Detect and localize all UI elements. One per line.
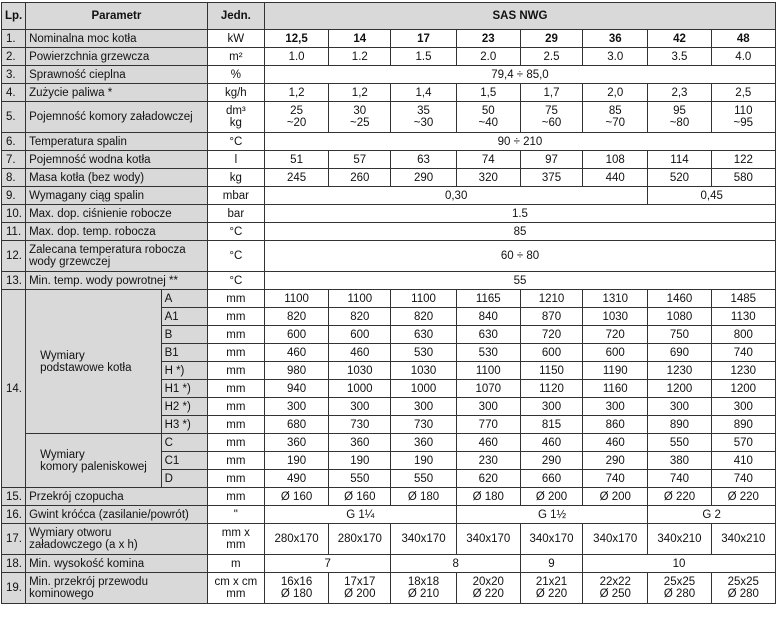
- row-unit: mm: [207, 488, 264, 506]
- row-value-span: G 2: [648, 506, 776, 524]
- row-value: 720: [583, 326, 648, 344]
- row-number: 3.: [2, 66, 26, 84]
- row-value: 550: [329, 470, 391, 488]
- row-value: 1150: [520, 362, 582, 380]
- row-unit: °C: [207, 133, 264, 151]
- row-value: 42: [648, 30, 711, 48]
- row-value: 620: [456, 470, 520, 488]
- table-row: [2, 205, 776, 223]
- row-value: 530: [456, 344, 520, 362]
- row-value: 740: [648, 470, 711, 488]
- row-unit: %: [207, 66, 264, 84]
- row-unit: cm x cm mm: [207, 573, 264, 604]
- row-value: 1310: [583, 290, 648, 308]
- row-value: 1.0: [264, 48, 328, 66]
- row-value: 740: [711, 344, 775, 362]
- dim-key: D: [161, 470, 207, 488]
- row-unit: mm: [207, 344, 264, 362]
- row-value: 1200: [648, 380, 711, 398]
- row-value-span: 10: [583, 555, 776, 573]
- row-value: Ø 180: [456, 488, 520, 506]
- row-value: 460: [456, 434, 520, 452]
- row-value: Ø 180: [391, 488, 456, 506]
- row-value: 48: [711, 30, 775, 48]
- row-value: 16x16 Ø 180: [264, 573, 328, 604]
- row-value: 22x22 Ø 250: [583, 573, 648, 604]
- row-value: 750: [648, 326, 711, 344]
- table-row: [2, 66, 776, 84]
- row-number: 11.: [2, 223, 26, 241]
- row-value-span: G 1¼: [264, 506, 456, 524]
- row-parameter: Zalecana temperatura robocza wody grzewczej: [26, 241, 208, 272]
- row-value: 1460: [648, 290, 711, 308]
- row-unit: mm: [207, 290, 264, 308]
- row-number: 14.: [2, 290, 26, 488]
- row-value: 1165: [456, 290, 520, 308]
- row-value: 530: [391, 344, 456, 362]
- row-unit: mbar: [207, 187, 264, 205]
- row-value: 63: [391, 151, 456, 169]
- row-value: 300: [391, 398, 456, 416]
- row-value: 860: [583, 416, 648, 434]
- row-number: 4.: [2, 84, 26, 102]
- row-parameter: Min. wysokość komina: [26, 555, 208, 573]
- row-value: 190: [329, 452, 391, 470]
- row-parameter: Temperatura spalin: [26, 133, 208, 151]
- row-value: 17x17 Ø 200: [329, 573, 391, 604]
- row-value: 1070: [456, 380, 520, 398]
- row-value: 1000: [391, 380, 456, 398]
- row-value: 380: [648, 452, 711, 470]
- row-value: 280x170: [264, 524, 328, 555]
- row-value: 800: [711, 326, 775, 344]
- row-parameter: Powierzchnia grzewcza: [26, 48, 208, 66]
- row-value: 600: [329, 326, 391, 344]
- row-value: 1100: [391, 290, 456, 308]
- table-row: [2, 48, 776, 66]
- row-value: 300: [711, 398, 775, 416]
- row-number: 8.: [2, 169, 26, 187]
- row-unit: kW: [207, 30, 264, 48]
- row-value: 360: [329, 434, 391, 452]
- row-value: 4.0: [711, 48, 775, 66]
- row-value: 1030: [391, 362, 456, 380]
- row-value: 12,5: [264, 30, 328, 48]
- table-row: [2, 434, 776, 452]
- row-value: 550: [648, 434, 711, 452]
- row-value: 815: [520, 416, 582, 434]
- row-value: 1120: [520, 380, 582, 398]
- row-value: 114: [648, 151, 711, 169]
- row-value: 260: [329, 169, 391, 187]
- header-row: [2, 3, 776, 30]
- row-value: 1080: [648, 308, 711, 326]
- row-value-span: 55: [264, 272, 775, 290]
- row-number: 9.: [2, 187, 26, 205]
- row-value: 17: [391, 30, 456, 48]
- row-value: 1,2: [329, 84, 391, 102]
- row-unit: °C: [207, 241, 264, 272]
- row-parameter: Max. dop. temp. robocza: [26, 223, 208, 241]
- row-value: 25x25 Ø 280: [648, 573, 711, 604]
- row-value: 280x170: [329, 524, 391, 555]
- row-value: Ø 220: [648, 488, 711, 506]
- row-value: 2,0: [583, 84, 648, 102]
- row-value: 95 ~80: [648, 102, 711, 133]
- row-unit: mm x mm: [207, 524, 264, 555]
- header-model: SAS NWG: [264, 3, 775, 30]
- row-value: 20x20 Ø 220: [456, 573, 520, 604]
- row-value: 1,5: [456, 84, 520, 102]
- dim-key: H1 *): [161, 380, 207, 398]
- row-value: 1100: [329, 290, 391, 308]
- table-row: [2, 30, 776, 48]
- row-value-span: G 1½: [456, 506, 648, 524]
- row-value: 410: [711, 452, 775, 470]
- row-value: 1230: [711, 362, 775, 380]
- row-value: 1000: [329, 380, 391, 398]
- row-parameter: Max. dop. ciśnienie robocze: [26, 205, 208, 223]
- row-value: 1030: [583, 308, 648, 326]
- row-value: 1210: [520, 290, 582, 308]
- row-unit: kg: [207, 169, 264, 187]
- row-value: 770: [456, 416, 520, 434]
- row-parameter: Pojemność komory załadowczej: [26, 102, 208, 133]
- row-value-span: 79,4 ÷ 85,0: [264, 66, 775, 84]
- row-value: 1230: [648, 362, 711, 380]
- row-unit: m²: [207, 48, 264, 66]
- row-value: 1190: [583, 362, 648, 380]
- row-value-span: 8: [391, 555, 520, 573]
- row-value: Ø 160: [329, 488, 391, 506]
- row-value: 340x170: [456, 524, 520, 555]
- row-number: 16.: [2, 506, 26, 524]
- dim-key: B: [161, 326, 207, 344]
- row-value: Ø 200: [520, 488, 582, 506]
- row-value: Ø 220: [711, 488, 775, 506]
- row-number: 5.: [2, 102, 26, 133]
- row-value: 360: [264, 434, 328, 452]
- table-row: [2, 272, 776, 290]
- row-unit: mm: [207, 434, 264, 452]
- row-number: 15.: [2, 488, 26, 506]
- row-value: 820: [329, 308, 391, 326]
- row-value: 340x210: [711, 524, 775, 555]
- row-value: 75 ~60: [520, 102, 582, 133]
- row-unit: kg/h: [207, 84, 264, 102]
- row-value-span: 60 ÷ 80: [264, 241, 775, 272]
- table-row: [2, 169, 776, 187]
- row-parameter: Wymiary otworu załadowczego (a x h): [26, 524, 208, 555]
- dim-key: C: [161, 434, 207, 452]
- row-value: 57: [329, 151, 391, 169]
- row-value: 2,3: [648, 84, 711, 102]
- row-value: 460: [264, 344, 328, 362]
- row-number: 19.: [2, 573, 26, 604]
- row-value: 190: [391, 452, 456, 470]
- row-value: 460: [583, 434, 648, 452]
- row-value: 14: [329, 30, 391, 48]
- row-value: 21x21 Ø 220: [520, 573, 582, 604]
- row-value: 730: [391, 416, 456, 434]
- row-value-span: 0,45: [648, 187, 776, 205]
- row-value: 36: [583, 30, 648, 48]
- row-value: 97: [520, 151, 582, 169]
- dim-key: A: [161, 290, 207, 308]
- row-value: 122: [711, 151, 775, 169]
- table-body: [2, 30, 776, 604]
- table-row: [2, 151, 776, 169]
- row-value: 108: [583, 151, 648, 169]
- row-value-span: 90 ÷ 210: [264, 133, 775, 151]
- row-value: 300: [456, 398, 520, 416]
- row-parameter: Gwint króćca (zasilanie/powrót): [26, 506, 208, 524]
- row-parameter: Przekrój czopucha: [26, 488, 208, 506]
- header-lp: Lp.: [2, 3, 26, 30]
- row-unit: °C: [207, 272, 264, 290]
- dim-key: A1: [161, 308, 207, 326]
- row-value: 740: [583, 470, 648, 488]
- row-value: 460: [520, 434, 582, 452]
- row-number: 18.: [2, 555, 26, 573]
- row-value: 290: [583, 452, 648, 470]
- row-value: 1,2: [264, 84, 328, 102]
- row-parameter: Wymagany ciąg spalin: [26, 187, 208, 205]
- table-row: [2, 133, 776, 151]
- row-value: 340x210: [648, 524, 711, 555]
- row-value: 1200: [711, 380, 775, 398]
- row-value: 2.0: [456, 48, 520, 66]
- dims-group-label: Wymiary komory paleniskowej: [26, 434, 162, 488]
- row-value: 230: [456, 452, 520, 470]
- row-unit: mm: [207, 308, 264, 326]
- row-value: 1.2: [329, 48, 391, 66]
- row-value: 870: [520, 308, 582, 326]
- row-number: 2.: [2, 48, 26, 66]
- row-value: 340x170: [391, 524, 456, 555]
- row-value: 730: [329, 416, 391, 434]
- row-unit: bar: [207, 205, 264, 223]
- table-row: [2, 102, 776, 133]
- row-unit: mm: [207, 398, 264, 416]
- table-row: [2, 506, 776, 524]
- row-value: 1,4: [391, 84, 456, 102]
- row-value: 23: [456, 30, 520, 48]
- row-value: 580: [711, 169, 775, 187]
- row-value: 375: [520, 169, 582, 187]
- row-unit: mm: [207, 326, 264, 344]
- row-value: 720: [520, 326, 582, 344]
- row-value: 1485: [711, 290, 775, 308]
- row-unit: mm: [207, 470, 264, 488]
- row-value: 1100: [456, 362, 520, 380]
- row-unit: m: [207, 555, 264, 573]
- row-value: 30 ~25: [329, 102, 391, 133]
- row-value: 690: [648, 344, 711, 362]
- row-value: 3.5: [648, 48, 711, 66]
- dims-group-label: Wymiary podstawowe kotła: [26, 290, 162, 434]
- row-unit: ": [207, 506, 264, 524]
- row-value: 3.0: [583, 48, 648, 66]
- row-value: 600: [583, 344, 648, 362]
- row-value: 1160: [583, 380, 648, 398]
- row-parameter: Sprawność cieplna: [26, 66, 208, 84]
- row-unit: mm: [207, 380, 264, 398]
- row-value: 340x170: [520, 524, 582, 555]
- row-value: 190: [264, 452, 328, 470]
- row-number: 1.: [2, 30, 26, 48]
- row-value: 680: [264, 416, 328, 434]
- row-parameter: Min. przekrój przewodu kominowego: [26, 573, 208, 604]
- row-value: 890: [648, 416, 711, 434]
- row-value: 290: [520, 452, 582, 470]
- row-value: 550: [391, 470, 456, 488]
- row-number: 12.: [2, 241, 26, 272]
- row-value: 940: [264, 380, 328, 398]
- row-value: 660: [520, 470, 582, 488]
- table-row: [2, 573, 776, 604]
- table-row: [2, 290, 776, 308]
- row-value: 600: [520, 344, 582, 362]
- table-row: [2, 223, 776, 241]
- row-value: 360: [391, 434, 456, 452]
- row-value: 300: [648, 398, 711, 416]
- row-value: 29: [520, 30, 582, 48]
- row-value: 245: [264, 169, 328, 187]
- row-unit: l: [207, 151, 264, 169]
- row-value: 630: [456, 326, 520, 344]
- row-value: 980: [264, 362, 328, 380]
- row-value: 18x18 Ø 210: [391, 573, 456, 604]
- row-value: 290: [391, 169, 456, 187]
- row-value: 490: [264, 470, 328, 488]
- row-number: 6.: [2, 133, 26, 151]
- row-value: 820: [264, 308, 328, 326]
- row-parameter: Min. temp. wody powrotnej **: [26, 272, 208, 290]
- table-row: [2, 488, 776, 506]
- header-param: Parametr: [26, 3, 208, 30]
- row-value: 460: [329, 344, 391, 362]
- row-value: 74: [456, 151, 520, 169]
- row-value-span: 1.5: [264, 205, 775, 223]
- row-value: 630: [391, 326, 456, 344]
- row-value-span: 9: [520, 555, 582, 573]
- row-value: Ø 200: [583, 488, 648, 506]
- row-unit: mm: [207, 452, 264, 470]
- row-value: 840: [456, 308, 520, 326]
- row-value: 440: [583, 169, 648, 187]
- row-value: 50 ~40: [456, 102, 520, 133]
- row-unit: mm: [207, 416, 264, 434]
- row-value: 2.5: [520, 48, 582, 66]
- row-parameter: Pojemność wodna kotła: [26, 151, 208, 169]
- row-value: 1030: [329, 362, 391, 380]
- dim-key: H3 *): [161, 416, 207, 434]
- row-unit: °C: [207, 223, 264, 241]
- row-value: 300: [520, 398, 582, 416]
- row-value: 1100: [264, 290, 328, 308]
- dim-key: H *): [161, 362, 207, 380]
- row-number: 7.: [2, 151, 26, 169]
- row-value-span: 7: [264, 555, 390, 573]
- row-value: 110 ~95: [711, 102, 775, 133]
- row-parameter: Zużycie paliwa *: [26, 84, 208, 102]
- row-parameter: Masa kotła (bez wody): [26, 169, 208, 187]
- table-row: [2, 555, 776, 573]
- row-value: 570: [711, 434, 775, 452]
- row-unit: mm: [207, 362, 264, 380]
- row-value: 35 ~30: [391, 102, 456, 133]
- header-unit: Jedn.: [207, 3, 264, 30]
- row-value: Ø 160: [264, 488, 328, 506]
- table-row: [2, 524, 776, 555]
- table-row: [2, 241, 776, 272]
- dim-key: B1: [161, 344, 207, 362]
- row-parameter: Nominalna moc kotła: [26, 30, 208, 48]
- row-number: 13.: [2, 272, 26, 290]
- row-value: 820: [391, 308, 456, 326]
- row-value: 740: [711, 470, 775, 488]
- row-value: 25 ~20: [264, 102, 328, 133]
- row-value: 25x25 Ø 280: [711, 573, 775, 604]
- row-value-span: 0,30: [264, 187, 647, 205]
- row-value: 1130: [711, 308, 775, 326]
- row-number: 17.: [2, 524, 26, 555]
- row-value: 1,7: [520, 84, 582, 102]
- row-value: 300: [329, 398, 391, 416]
- row-value: 300: [264, 398, 328, 416]
- row-value: 85 ~70: [583, 102, 648, 133]
- table-row: [2, 187, 776, 205]
- table-row: [2, 84, 776, 102]
- row-value: 300: [583, 398, 648, 416]
- row-value: 890: [711, 416, 775, 434]
- dim-key: H2 *): [161, 398, 207, 416]
- row-unit: dm³ kg: [207, 102, 264, 133]
- row-value: 1.5: [391, 48, 456, 66]
- row-value: 51: [264, 151, 328, 169]
- row-value: 2,5: [711, 84, 775, 102]
- dim-key: C1: [161, 452, 207, 470]
- row-value-span: 85: [264, 223, 775, 241]
- row-value: 320: [456, 169, 520, 187]
- row-value: 520: [648, 169, 711, 187]
- row-value: 340x170: [583, 524, 648, 555]
- row-number: 10.: [2, 205, 26, 223]
- spec-table: [1, 2, 776, 604]
- row-value: 600: [264, 326, 328, 344]
